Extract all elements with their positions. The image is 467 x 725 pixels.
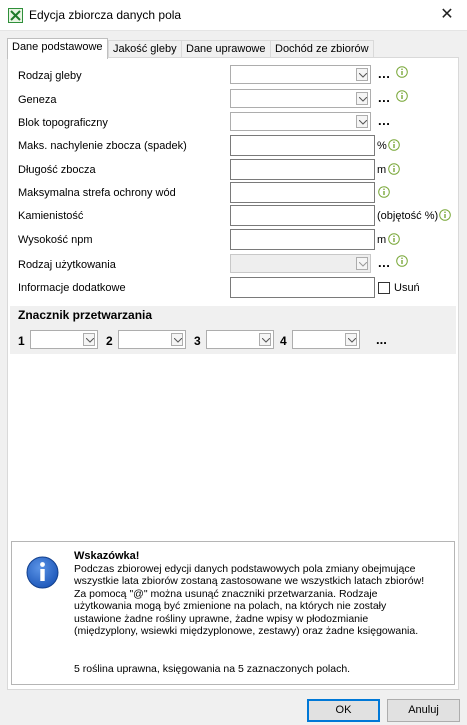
water-zone-label: Maksymalna strefa ochrony wód	[18, 187, 176, 199]
genesis-more-button[interactable]: ...	[378, 90, 391, 105]
tab-dochod-ze-zbiorow[interactable]: Dochód ze zbiorów	[270, 40, 374, 58]
info-icon[interactable]	[388, 233, 400, 245]
max-slope-input[interactable]	[230, 135, 375, 156]
chevron-down-icon[interactable]	[356, 68, 368, 81]
altitude-input[interactable]	[230, 229, 375, 250]
info-icon[interactable]	[396, 90, 408, 102]
app-icon	[8, 8, 23, 23]
delete-checkbox-label[interactable]: Usuń	[394, 282, 420, 294]
ok-button[interactable]: OK	[307, 699, 380, 722]
marker-number: 4	[280, 334, 287, 348]
chevron-down-icon[interactable]	[171, 333, 183, 346]
info-icon[interactable]	[388, 163, 400, 175]
chevron-down-icon[interactable]	[259, 333, 271, 346]
marker-number: 2	[106, 334, 113, 348]
info-icon[interactable]	[396, 66, 408, 78]
slope-length-unit: m	[377, 164, 387, 176]
genesis-label: Geneza	[18, 94, 57, 106]
marker-1-select[interactable]	[30, 330, 98, 349]
hint-box	[11, 541, 455, 685]
close-icon[interactable]: ✕	[440, 6, 454, 23]
tab-panel-dane-podstawowe	[7, 57, 459, 690]
land-use-more-button[interactable]: ...	[378, 255, 391, 270]
marker-number: 1	[18, 334, 25, 348]
genesis-select[interactable]	[230, 89, 371, 108]
marker-4-select[interactable]	[292, 330, 360, 349]
soil-type-select[interactable]	[230, 65, 371, 84]
additional-info-label: Informacje dodatkowe	[18, 282, 126, 294]
land-use-label: Rodzaj użytkowania	[18, 259, 116, 271]
info-icon[interactable]	[439, 209, 451, 221]
marker-number: 3	[194, 334, 201, 348]
altitude-unit: m	[377, 234, 387, 246]
max-slope-label: Maks. nachylenie zbocza (spadek)	[18, 140, 187, 152]
window-title: Edycja zbiorcza danych pola	[29, 8, 182, 22]
land-use-select	[230, 254, 371, 273]
info-icon[interactable]	[378, 186, 390, 198]
topo-block-select[interactable]	[230, 112, 371, 131]
tab-dane-uprawowe[interactable]: Dane uprawowe	[181, 40, 271, 58]
soil-type-more-button[interactable]: ...	[378, 66, 391, 81]
markers-more-button[interactable]: ...	[376, 332, 387, 347]
topo-block-label: Blok topograficzny	[18, 117, 108, 129]
marker-3-select[interactable]	[206, 330, 274, 349]
chevron-down-icon[interactable]	[356, 115, 368, 128]
stoniness-unit: (objętość %)	[377, 210, 439, 222]
tab-dane-podstawowe[interactable]: Dane podstawowe	[7, 38, 108, 59]
info-icon[interactable]	[396, 255, 408, 267]
stoniness-input[interactable]	[230, 205, 375, 226]
delete-checkbox[interactable]	[378, 282, 390, 294]
chevron-down-icon[interactable]	[356, 92, 368, 105]
marker-2-select[interactable]	[118, 330, 186, 349]
slope-length-label: Długość zbocza	[18, 164, 96, 176]
processing-markers-group	[10, 306, 456, 354]
chevron-down-icon[interactable]	[345, 333, 357, 346]
additional-info-input[interactable]	[230, 277, 375, 298]
topo-block-more-button[interactable]: ...	[378, 113, 391, 128]
hint-footer: 5 roślina uprawna, księgowania na 5 zaznaczonych polach.	[74, 663, 351, 675]
title-bar	[0, 0, 467, 31]
info-icon[interactable]	[388, 139, 400, 151]
slope-length-input[interactable]	[230, 159, 375, 180]
chevron-down-icon[interactable]	[83, 333, 95, 346]
chevron-down-icon	[356, 257, 368, 270]
max-slope-unit: %	[377, 140, 387, 152]
processing-markers-title: Znacznik przetwarzania	[18, 308, 153, 322]
altitude-label: Wysokość npm	[18, 234, 93, 246]
water-zone-input[interactable]	[230, 182, 375, 203]
tab-jakosc-gleby[interactable]: Jakość gleby	[108, 40, 182, 58]
hint-body: Podczas zbiorowej edycji danych podstawowych pola zmiany obejmujące wszystkie lata zbiorów zostaną zastosowane we wszystkich latach zbiorów! Za pomocą "@" można usunąć znaczniki przetwarzania. Rodzaje użytkowania mogą być zmienione na polach, na których nie zostały ustawione żadne rośliny uprawne, żadne wpisy w płodozmianie (międzyplony, wsiewki międzyplonowe, zestawy) oraz żadne księgowania.	[74, 563, 425, 638]
stoniness-label: Kamienistość	[18, 210, 84, 222]
cancel-button[interactable]: Anuluj	[387, 699, 460, 722]
info-icon	[26, 556, 59, 589]
soil-type-label: Rodzaj gleby	[18, 70, 82, 82]
hint-title: Wskazówka!	[74, 550, 140, 562]
